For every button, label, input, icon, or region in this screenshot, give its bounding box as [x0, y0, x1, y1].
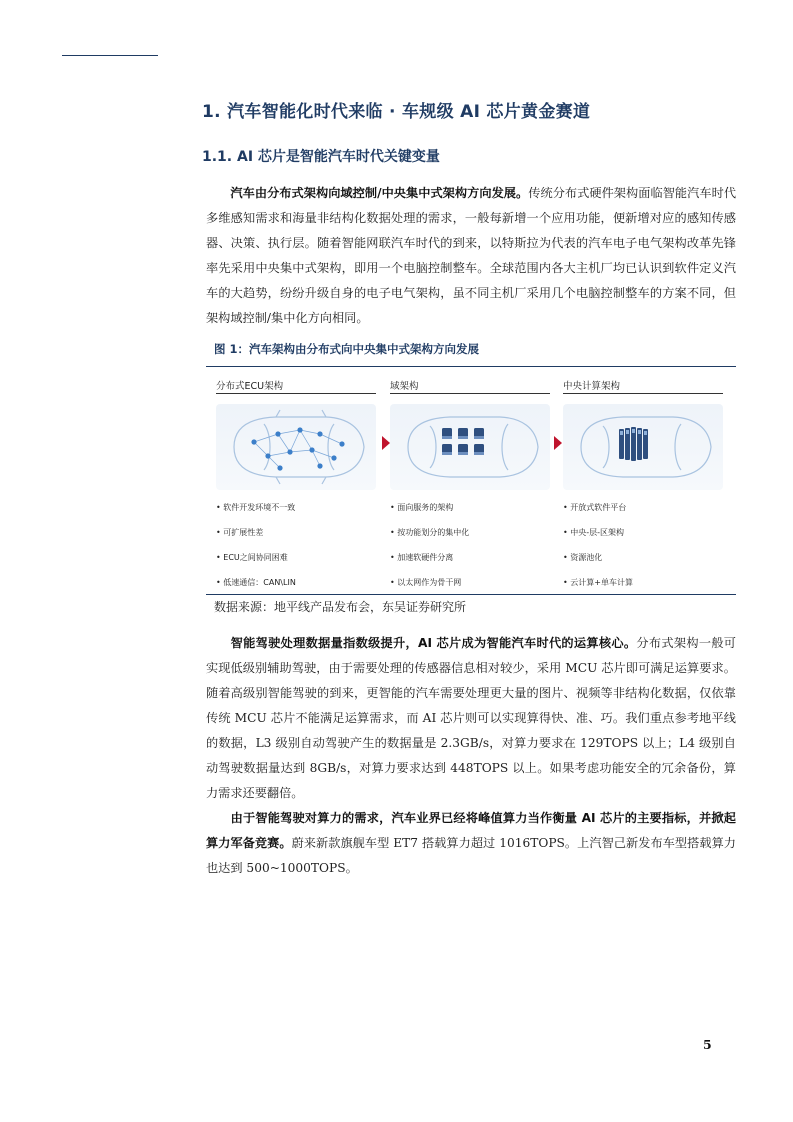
figure-caption: 图 1：汽车架构由分布式向中央集中式架构方向发展 [214, 342, 480, 356]
arrow-right-icon [554, 436, 562, 450]
column-domain [390, 378, 550, 602]
column-bullets [216, 502, 376, 602]
arrow-right-icon [382, 436, 390, 450]
paragraph-compute-race [206, 806, 736, 881]
header-rule [62, 55, 158, 56]
car-illustration-distributed [216, 404, 376, 490]
bullet-item: • 开放式软件平台 [563, 502, 723, 527]
bullet-item: • ECU之间协同困难 [216, 552, 376, 577]
figure-source: 数据来源：地平线产品发布会，东吴证券研究所 [214, 600, 467, 614]
architecture-figure [206, 370, 736, 592]
paragraph-body: 传统分布式硬件架构面临智能汽车时代多维感知需求和海量非结构化数据处理的需求，一般每新增一个应用功能，便新增对应的感知传感器、决策、执行层。随着智能网联汽车时代的到来，以特斯拉为代表的汽车电子电气架构改革先锋率先采用中央集中式架构，即用一个电脑控制整车。全球范围内各大主机厂均已认识到软件定义汽车的大趋势，纷纷升级自身的电子电气架构，虽不同主机厂采用几个电脑控制整车的方案不同，但架构域控制/集中化方向相同。 [206, 186, 737, 325]
section-heading: 1. 汽车智能化时代来临 · 车规级 AI 芯片黄金赛道 [202, 102, 591, 122]
column-title-rule [563, 393, 723, 394]
column-title: 中央计算架构 [563, 381, 621, 392]
paragraph-body: 蔚来新款旗舰车型 ET7 搭载算力超过 1016TOPS。上汽智己新发布车型搭载算力也达到 500~1000TOPS。 [206, 836, 736, 875]
bullet-item: • 以太网作为骨干网 [390, 577, 550, 602]
figure-top-rule [206, 366, 736, 367]
column-bullets [390, 502, 550, 602]
bullet-item: • 软件开发环境不一致 [216, 502, 376, 527]
car-illustration-central [563, 404, 723, 490]
figure-bottom-rule [206, 594, 736, 595]
bullet-item: • 加速软硬件分离 [390, 552, 550, 577]
column-title: 域架构 [390, 381, 419, 392]
car-illustration-domain [390, 404, 550, 490]
column-title-rule [216, 393, 376, 394]
paragraph-lead: 汽车由分布式架构向域控制/中央集中式架构方向发展。 [230, 186, 529, 200]
paragraph-body: 分布式架构一般可实现低级别辅助驾驶，由于需要处理的传感器信息相对较少，采用 MCU 芯片即可满足运算要求。随着高级别智能驾驶的到来，更智能的汽车需要处理更大量的图片、视频等非结构化数据，仅依靠传统 MCU 芯片不能满足运算需求，而 AI 芯片则可以实现算得快、准、巧。我们重点参考地平线的数据，L3 级别自动驾驶产生的数据量是 2.3GB/s，对算力要求在 129TOPS 以上；L4 级别自动驾驶数据量达到 8GB/s，对算力要求达到 448TOPS 以上。如果考虑功能安全的冗余备份，算力需求还要翻倍。 [206, 636, 736, 800]
bullet-item: • 面向服务的架构 [390, 502, 550, 527]
column-distributed-ecu [216, 378, 376, 602]
column-title-rule [390, 393, 550, 394]
column-bullets [563, 502, 723, 602]
bullet-item: • 按功能划分的集中化 [390, 527, 550, 552]
bullet-item: • 低速通信：CAN\LIN [216, 577, 376, 602]
paragraph-architecture [206, 181, 736, 331]
paragraph-lead: 智能驾驶处理数据量指数级提升，AI 芯片成为智能汽车时代的运算核心。 [230, 636, 637, 650]
paragraph-data-volume [206, 631, 736, 806]
bullet-item: • 可扩展性差 [216, 527, 376, 552]
bullet-item: • 资源池化 [563, 552, 723, 577]
paragraph-lead: 由于智能驾驶对算力的需求，汽车业界已经将峰值算力当作衡量 AI 芯片的主要指标，并掀起算力军备竞赛。 [206, 811, 736, 850]
bullet-item: • 中央-层-区架构 [563, 527, 723, 552]
subsection-heading: 1.1. AI 芯片是智能汽车时代关键变量 [202, 149, 440, 165]
column-title: 分布式ECU架构 [216, 381, 284, 392]
bullet-item: • 云计算+单车计算 [563, 577, 723, 602]
column-central-compute [563, 378, 723, 602]
page-number: 5 [703, 1037, 712, 1052]
